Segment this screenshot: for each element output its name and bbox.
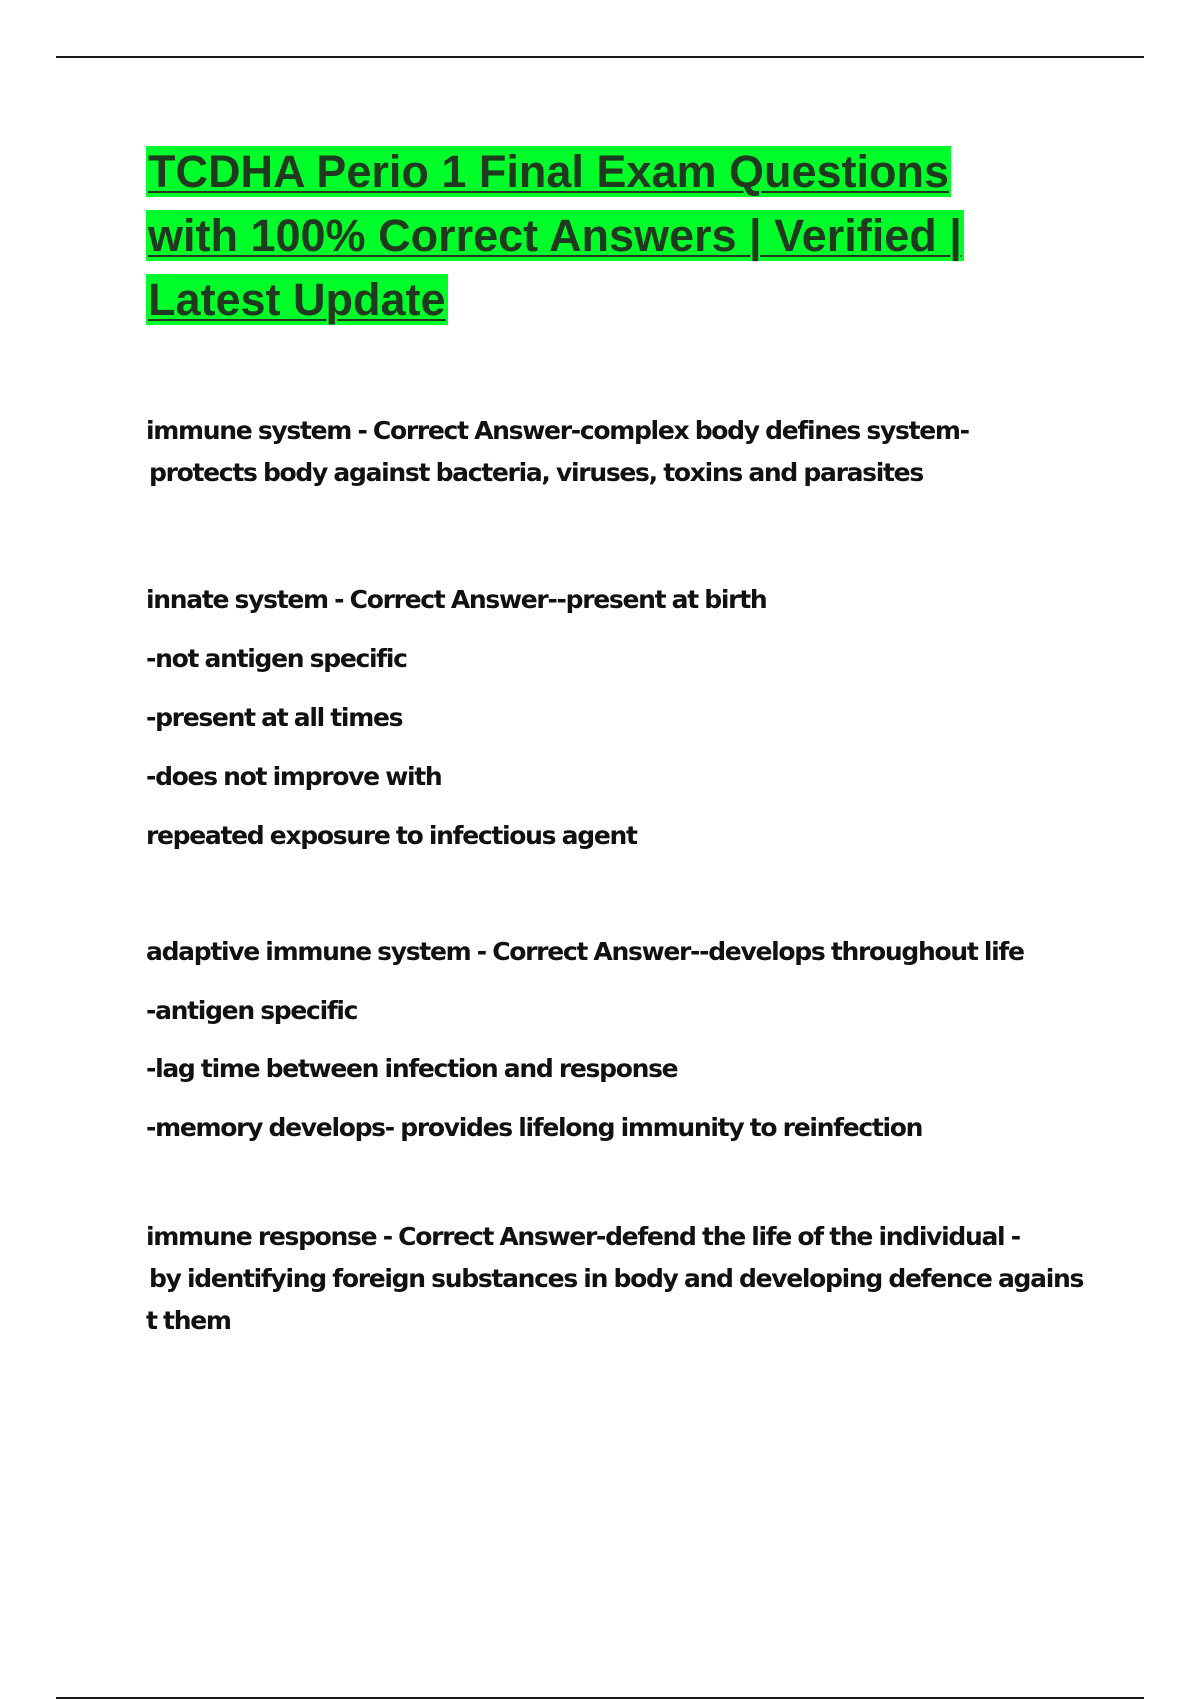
entry-line: protects body against bacteria, viruses, toxins and parasites [149, 458, 923, 487]
title-line-2: with 100% Correct Answers | Verified | [148, 210, 962, 261]
entry-line: -lag time between infection and response [146, 1054, 678, 1083]
entry-line: repeated exposure to infectious agent [146, 821, 637, 850]
entry-innate-system [146, 570, 1086, 865]
document-title [146, 140, 1046, 332]
entry-line: -memory develops- provides lifelong immunity to reinfection [146, 1112, 923, 1142]
entry-immune-system [146, 410, 1086, 494]
entry-line: by identifying foreign substances in body and developing defence agains [149, 1264, 1084, 1293]
entry-immune-response [146, 1216, 1086, 1342]
bottom-horizontal-rule [56, 1697, 1144, 1699]
entry-line: immune response - Correct Answer-defend the life of the individual - [146, 1222, 1020, 1251]
entry-line: t them [146, 1306, 231, 1335]
entry-line: innate system - Correct Answer--present at birth [146, 585, 767, 614]
entry-line: immune system - Correct Answer-complex body defines system- [146, 416, 969, 445]
title-line-1: TCDHA Perio 1 Final Exam Questions [148, 146, 950, 197]
top-horizontal-rule [56, 56, 1144, 58]
entry-line: -present at all times [146, 703, 403, 732]
entry-adaptive-immune-system [146, 923, 1086, 1157]
entry-line: -does not improve with [146, 762, 442, 791]
entry-line: -not antigen specific [146, 644, 407, 673]
entry-line: -antigen specific [146, 995, 358, 1025]
title-line-3: Latest Update [148, 274, 446, 325]
entry-line: adaptive immune system - Correct Answer--develops throughout life [146, 937, 1024, 966]
